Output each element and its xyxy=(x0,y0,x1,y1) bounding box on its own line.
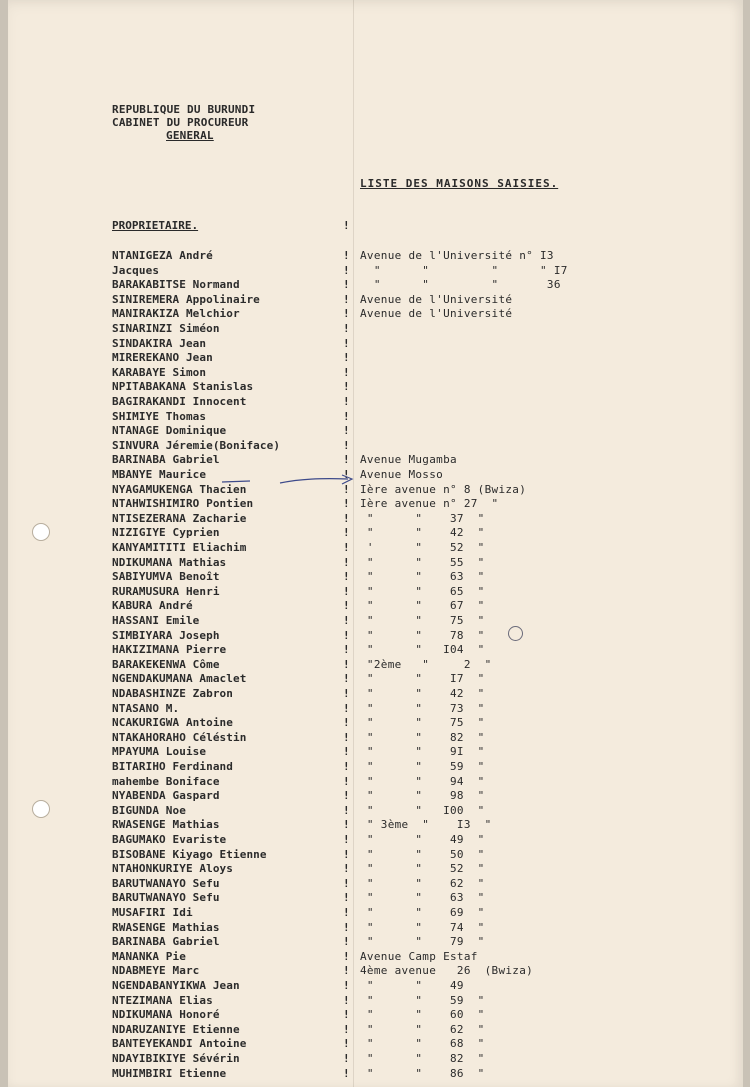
row-separator: ! xyxy=(343,745,350,759)
row-separator: ! xyxy=(343,891,350,905)
owner-name: NGENDABANYIKWA Jean xyxy=(112,979,240,992)
list-item xyxy=(0,424,735,439)
list-item xyxy=(0,789,735,804)
owner-name: SINDAKIRA Jean xyxy=(112,336,207,350)
property-address: " " 86 " xyxy=(360,1066,485,1080)
row-separator: ! xyxy=(343,833,350,846)
row-separator: ! xyxy=(343,730,350,744)
property-address: " " 82 " xyxy=(360,730,485,744)
list-item xyxy=(0,526,735,541)
property-address: " 3ème " I3 " xyxy=(360,818,492,832)
header-line-1: REPUBLIQUE DU BURUNDI xyxy=(112,103,256,116)
owner-name: MIREREKANO Jean xyxy=(112,351,213,365)
row-separator: ! xyxy=(343,876,350,890)
property-address: " " 49 " xyxy=(360,833,485,846)
property-address: " " 9I " xyxy=(360,745,485,759)
property-address: " " 42 " xyxy=(360,526,485,540)
list-item xyxy=(0,1067,735,1082)
owner-name: BIGUNDA Noe xyxy=(112,803,186,817)
property-address: " " 65 " xyxy=(360,584,485,598)
list-item xyxy=(0,556,735,571)
owner-name: NTASANO M. xyxy=(112,701,180,715)
row-separator: ! xyxy=(343,395,350,408)
owner-name: RWASENGE Mathias xyxy=(112,818,220,832)
owner-name: KARABAYE Simon xyxy=(112,365,207,379)
row-separator: ! xyxy=(343,584,350,598)
row-separator: ! xyxy=(343,424,350,438)
list-item xyxy=(0,658,735,673)
owner-name: NDABASHINZE Zabron xyxy=(112,687,234,700)
owner-name: NDIKUMANA Mathias xyxy=(112,555,227,569)
list-item xyxy=(0,293,735,308)
list-item xyxy=(0,1052,735,1067)
list-item xyxy=(0,483,735,498)
list-item xyxy=(0,964,735,979)
owner-name: BAGUMAKO Evariste xyxy=(112,833,227,846)
property-address: " " 78 " xyxy=(360,628,485,642)
property-address: " " 98 " xyxy=(360,789,485,803)
document-title: LISTE DES MAISONS SAISIES. xyxy=(360,177,559,190)
owner-name: SINARINZI Siméon xyxy=(112,322,220,335)
list-item xyxy=(0,468,735,483)
row-separator: ! xyxy=(343,1066,350,1080)
list-item xyxy=(0,862,735,877)
owner-name: BITARIHO Ferdinand xyxy=(112,760,234,773)
pen-circle-annotation xyxy=(508,626,523,641)
property-address: " " 62 " xyxy=(360,1022,485,1036)
row-separator: ! xyxy=(343,292,350,306)
property-address: " " 63 " xyxy=(360,570,485,584)
list-item xyxy=(0,366,735,381)
list-item xyxy=(0,380,735,395)
row-separator: ! xyxy=(343,438,350,452)
owner-name: SINIREMERA Appolinaire xyxy=(112,292,260,306)
list-item xyxy=(0,935,735,950)
row-separator: ! xyxy=(343,949,350,963)
list-item xyxy=(0,512,735,527)
row-separator: ! xyxy=(343,482,350,496)
owner-name: RURAMUSURA Henri xyxy=(112,584,220,598)
property-address: " " 75 " xyxy=(360,614,485,627)
row-separator: ! xyxy=(343,453,350,467)
owner-name: HAKIZIMANA Pierre xyxy=(112,643,227,657)
property-address: Avenue de l'Université n° I3 xyxy=(360,249,554,262)
row-separator: ! xyxy=(343,716,350,730)
row-separator: ! xyxy=(343,979,350,992)
pen-arrow-annotation xyxy=(220,473,360,489)
row-separator: ! xyxy=(343,862,350,876)
owner-name: SIMBIYARA Joseph xyxy=(112,628,220,642)
row-separator: ! xyxy=(343,614,350,627)
row-separator: ! xyxy=(343,351,350,365)
row-separator: ! xyxy=(343,920,350,934)
row-separator: ! xyxy=(343,336,350,350)
property-address: Avenue de l'Université xyxy=(360,292,513,306)
list-item xyxy=(0,307,735,322)
list-item xyxy=(0,848,735,863)
owner-name: SABIYUMVA Benoît xyxy=(112,570,220,584)
row-separator: ! xyxy=(343,906,350,919)
row-separator: ! xyxy=(343,526,350,540)
list-item xyxy=(0,906,735,921)
column-header-owner: PROPRIETAIRE. xyxy=(112,219,199,232)
owner-name: NTANAGE Dominique xyxy=(112,424,227,438)
row-separator: ! xyxy=(343,657,350,671)
owner-name: SHIMIYE Thomas xyxy=(112,409,207,423)
list-item xyxy=(0,439,735,454)
list-item xyxy=(0,249,735,264)
owner-name: NYAGAMUKENGA Thacien xyxy=(112,482,247,496)
property-address: "2ème " 2 " xyxy=(360,657,492,671)
list-item xyxy=(0,497,735,512)
list-item xyxy=(0,614,735,629)
list-item xyxy=(0,979,735,994)
list-item xyxy=(0,1037,735,1052)
row-separator: ! xyxy=(343,263,350,277)
list-item xyxy=(0,629,735,644)
list-item xyxy=(0,453,735,468)
list-item xyxy=(0,716,735,731)
owner-name: mahembe Boniface xyxy=(112,774,220,788)
row-separator: ! xyxy=(343,643,350,657)
list-item xyxy=(0,570,735,585)
list-item xyxy=(0,804,735,819)
property-address: " " I00 " xyxy=(360,803,485,817)
list-item xyxy=(0,337,735,352)
property-address: " " 82 " xyxy=(360,1052,485,1065)
owner-name: NYABENDA Gaspard xyxy=(112,789,220,803)
row-separator: ! xyxy=(343,541,350,554)
row-separator: ! xyxy=(343,818,350,832)
property-address: " " 79 " xyxy=(360,935,485,949)
property-address: " " I04 " xyxy=(360,643,485,657)
owner-name: BARUTWANAYO Sefu xyxy=(112,876,220,890)
owner-name: BARUTWANAYO Sefu xyxy=(112,891,220,905)
list-item xyxy=(0,921,735,936)
list-item xyxy=(0,599,735,614)
owner-name: KABURA André xyxy=(112,599,193,613)
row-separator: ! xyxy=(343,628,350,642)
row-separator: ! xyxy=(343,307,350,321)
property-address: " " 55 " xyxy=(360,555,485,569)
property-address: Avenue Mugamba xyxy=(360,453,457,467)
owner-name: NTAHONKURIYE Aloys xyxy=(112,862,234,876)
column-separator: ! xyxy=(343,219,350,232)
property-address: ' " 52 " xyxy=(360,541,485,554)
property-address: Ière avenue n° 8 (Bwiza) xyxy=(360,482,527,496)
row-separator: ! xyxy=(343,1052,350,1065)
row-separator: ! xyxy=(343,935,350,949)
row-separator: ! xyxy=(343,847,350,861)
property-address: " " 69 " xyxy=(360,906,485,919)
property-address: " " 63 " xyxy=(360,891,485,905)
owner-name: MPAYUMA Louise xyxy=(112,745,207,759)
owner-name: BARINABA Gabriel xyxy=(112,935,220,949)
owner-name: BARINABA Gabriel xyxy=(112,453,220,467)
list-item xyxy=(0,1023,735,1038)
owner-name: NDABMEYE Marc xyxy=(112,964,200,978)
owner-name: MUSAFIRI Idi xyxy=(112,906,193,919)
list-item xyxy=(0,731,735,746)
property-address: " " 62 " xyxy=(360,876,485,890)
row-separator: ! xyxy=(343,555,350,569)
list-item xyxy=(0,410,735,425)
row-separator: ! xyxy=(343,468,350,481)
list-item xyxy=(0,745,735,760)
list-item xyxy=(0,585,735,600)
property-address: " " 59 " xyxy=(360,760,485,773)
header-line-3: GENERAL xyxy=(166,129,214,142)
row-separator: ! xyxy=(343,1022,350,1036)
row-separator: ! xyxy=(343,993,350,1007)
row-separator: ! xyxy=(343,599,350,613)
owner-name: NDIKUMANA Honoré xyxy=(112,1008,220,1022)
row-separator: ! xyxy=(343,1037,350,1051)
property-address: " " " 36 xyxy=(360,278,561,292)
property-address: " " 67 " xyxy=(360,599,485,613)
row-separator: ! xyxy=(343,497,350,511)
property-address: " " 60 " xyxy=(360,1008,485,1022)
property-address: " " 42 " xyxy=(360,687,485,700)
owner-name: NTEZIMANA Elias xyxy=(112,993,213,1007)
property-address: " " 94 " xyxy=(360,774,485,788)
row-separator: ! xyxy=(343,964,350,978)
property-address: " " 73 " xyxy=(360,701,485,715)
header-line-2: CABINET DU PROCUREUR xyxy=(112,116,249,129)
row-separator: ! xyxy=(343,249,350,262)
issuer-header xyxy=(112,103,255,142)
list-item xyxy=(0,877,735,892)
row-separator: ! xyxy=(343,409,350,423)
list-item xyxy=(0,672,735,687)
property-address: 4ème avenue 26 (Bwiza) xyxy=(360,964,534,978)
list-item xyxy=(0,775,735,790)
property-address: " " 59 " xyxy=(360,993,485,1007)
list-item xyxy=(0,395,735,410)
owner-name: BISOBANE Kiyago Etienne xyxy=(112,847,267,861)
owner-name: BARAKABITSE Normand xyxy=(112,278,240,292)
owner-name: BARAKEKENWA Côme xyxy=(112,657,220,671)
list-item xyxy=(0,1008,735,1023)
property-address: " " " " I7 xyxy=(360,263,568,277)
owner-name: NCAKURIGWA Antoine xyxy=(112,716,234,730)
owner-name: Jacques xyxy=(112,263,160,277)
list-item xyxy=(0,643,735,658)
property-address: " " 75 " xyxy=(360,716,485,730)
list-item xyxy=(0,891,735,906)
row-separator: ! xyxy=(343,322,350,335)
owner-name: MBANYE Maurice xyxy=(112,468,207,481)
property-address: " " 49 xyxy=(360,979,464,992)
owner-name: MANIRAKIZA Melchior xyxy=(112,307,240,321)
row-separator: ! xyxy=(343,1008,350,1022)
list-item xyxy=(0,950,735,965)
owner-name: NDAYIBIKIYE Sévérin xyxy=(112,1052,240,1065)
row-separator: ! xyxy=(343,380,350,394)
row-separator: ! xyxy=(343,701,350,715)
list-item xyxy=(0,833,735,848)
owner-name: NTAHWISHIMIRO Pontien xyxy=(112,497,254,511)
owner-name: BANTEYEKANDI Antoine xyxy=(112,1037,247,1051)
row-separator: ! xyxy=(343,789,350,803)
list-item xyxy=(0,322,735,337)
row-separator: ! xyxy=(343,803,350,817)
property-address: " " 52 " xyxy=(360,862,485,876)
property-address: " " 50 " xyxy=(360,847,485,861)
row-separator: ! xyxy=(343,511,350,525)
owner-name: SINVURA Jéremie(Boniface) xyxy=(112,438,281,452)
owner-name: NTISEZERANA Zacharie xyxy=(112,511,247,525)
property-address: Avenue de l'Université xyxy=(360,307,513,321)
list-item xyxy=(0,264,735,279)
list-item xyxy=(0,818,735,833)
row-separator: ! xyxy=(343,672,350,686)
property-address: " " 74 " xyxy=(360,920,485,934)
owner-name: MUHIMBIRI Etienne xyxy=(112,1066,227,1080)
property-address: " " 37 " xyxy=(360,511,485,525)
owner-name: HASSANI Emile xyxy=(112,614,200,627)
owner-name: NPITABAKANA Stanislas xyxy=(112,380,254,394)
row-separator: ! xyxy=(343,774,350,788)
list-item xyxy=(0,702,735,717)
row-separator: ! xyxy=(343,365,350,379)
property-address: Avenue Camp Estaf xyxy=(360,949,478,963)
owner-name: KANYAMITITI Eliachim xyxy=(112,541,247,554)
row-separator: ! xyxy=(343,760,350,773)
list-item xyxy=(0,278,735,293)
owner-name: BAGIRAKANDI Innocent xyxy=(112,395,247,408)
list-item xyxy=(0,994,735,1009)
owner-name: MANANKA Pie xyxy=(112,949,186,963)
list-item xyxy=(0,687,735,702)
owner-name: NDARUZANIYE Etienne xyxy=(112,1022,240,1036)
list-item xyxy=(0,351,735,366)
property-address: " " I7 " xyxy=(360,672,485,686)
row-separator: ! xyxy=(343,278,350,292)
row-separator: ! xyxy=(343,570,350,584)
row-separator: ! xyxy=(343,687,350,700)
owner-name: NIZIGIYE Cyprien xyxy=(112,526,220,540)
owner-name: NTANIGEZA André xyxy=(112,249,213,262)
list-item xyxy=(0,760,735,775)
owner-name: NTAKAHORAHO Céléstin xyxy=(112,730,247,744)
list-item xyxy=(0,541,735,556)
owner-name: RWASENGE Mathias xyxy=(112,920,220,934)
property-address: " " 68 " xyxy=(360,1037,485,1051)
owner-name: NGENDAKUMANA Amaclet xyxy=(112,672,247,686)
property-address: Avenue Mosso xyxy=(360,468,444,481)
property-address: Ière avenue n° 27 " xyxy=(360,497,499,511)
